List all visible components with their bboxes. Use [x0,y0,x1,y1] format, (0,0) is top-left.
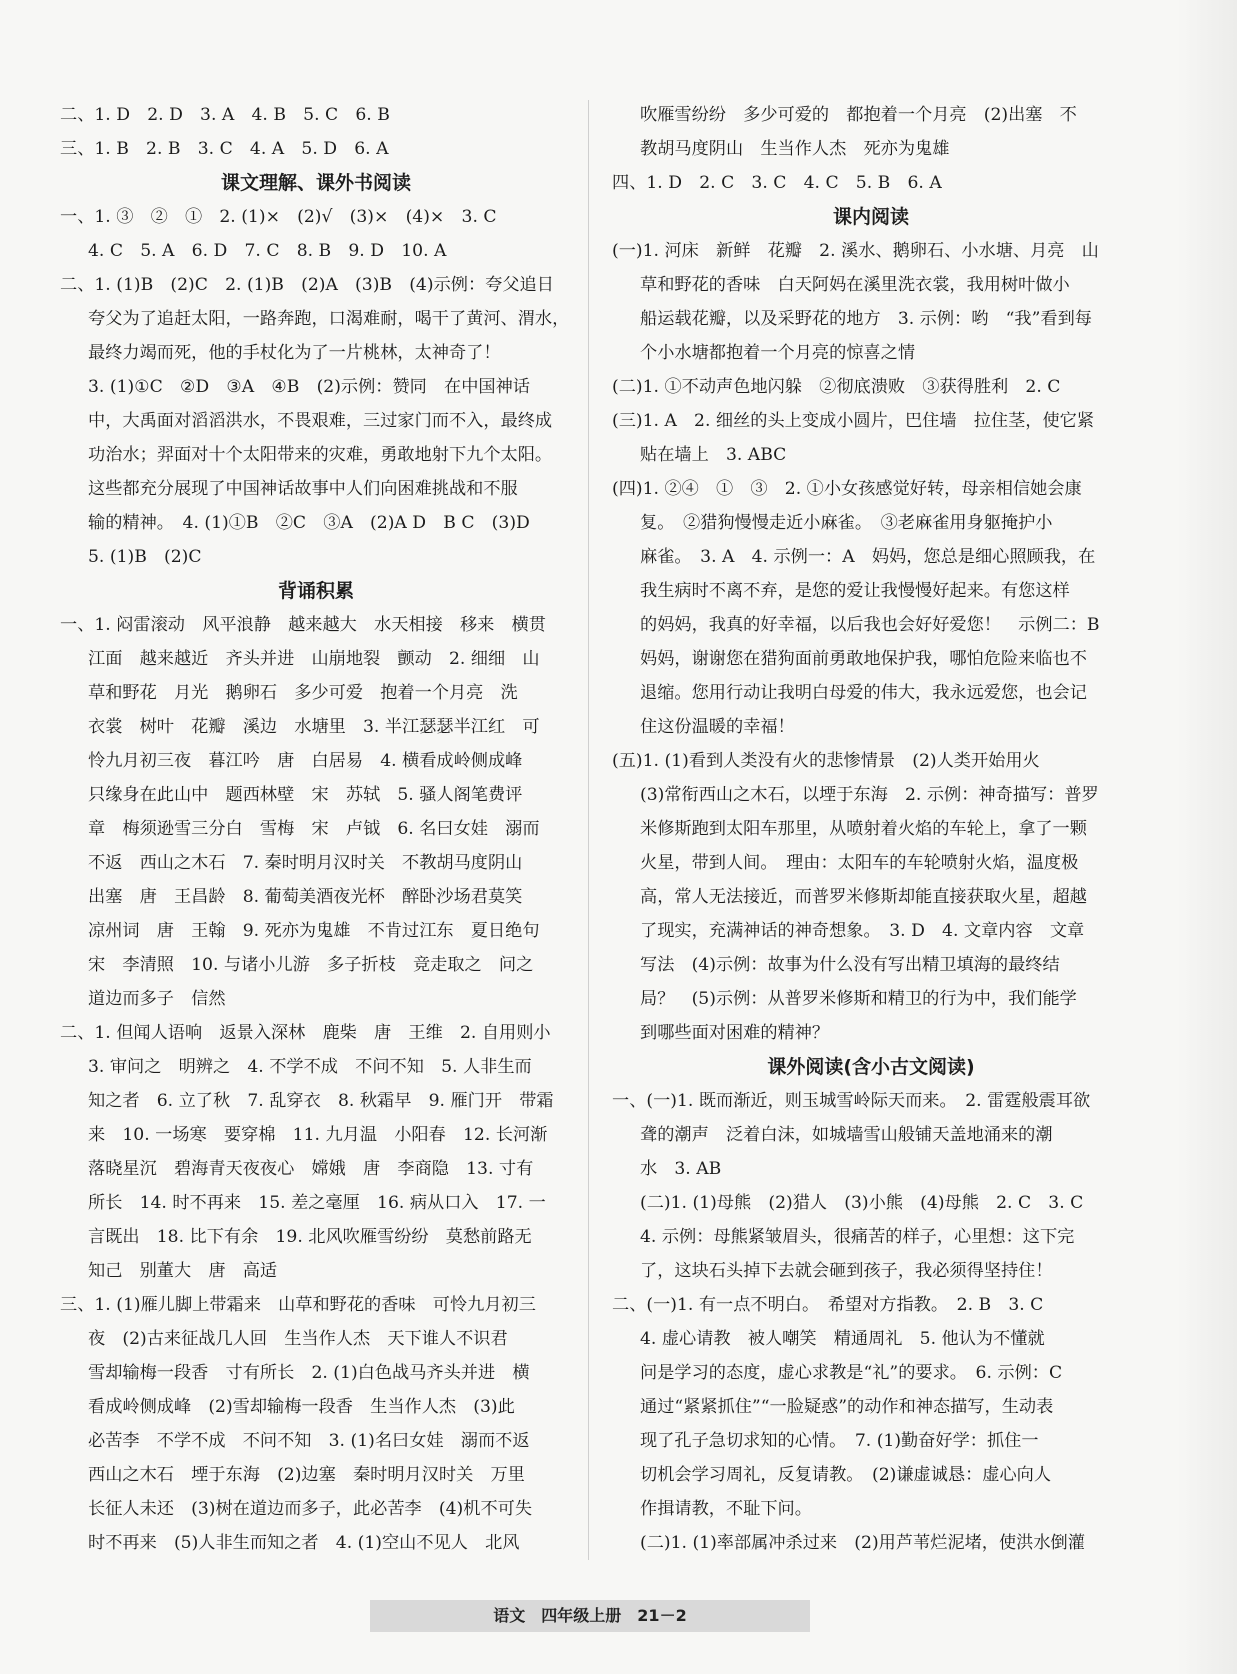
answer-line: (五)1. (1)看到人类没有火的悲惨情景 (2)人类开始用火 [612,751,1040,771]
column-divider [588,100,589,1560]
answer-line: 出塞 唐 王昌龄 8. 葡萄美酒夜光杯 醉卧沙场君莫笑 [88,887,523,907]
answer-line: 凉州词 唐 王翰 9. 死亦为鬼雄 不肯过江东 夏日绝句 [88,921,540,941]
answer-line: 问是学习的态度，虚心求教是“礼”的要求。 6. 示例：C [640,1363,1063,1383]
answer-line: 衣裳 树叶 花瓣 溪边 水塘里 3. 半江瑟瑟半江红 可 [88,717,540,737]
answer-line: 二、1. (1)B (2)C 2. (1)B (2)A (3)B (4)示例：夸父追日 [60,275,554,295]
answer-line: 到哪些面对困难的精神？ [640,1023,830,1043]
answer-line: 吹雁雪纷纷 多少可爱的 都抱着一个月亮 (2)出塞 不 [640,105,1077,125]
answer-line: 章 梅须逊雪三分白 雪梅 宋 卢钺 6. 名曰女娃 溺而 [88,819,540,839]
answer-line: (二)1. ①不动声色地闪躲 ②彻底溃败 ③获得胜利 2. C [612,377,1061,397]
answer-line: 雪却输梅一段香 寸有所长 2. (1)白色战马齐头并进 横 [88,1363,530,1383]
answer-line: 宋 李清照 10. 与诸小儿游 多子折枝 竞走取之 问之 [88,955,534,975]
answer-line: 一、1. ③ ② ① 2. (1)× (2)√ (3)× (4)× 3. C [60,207,497,227]
answer-line: (二)1. (1)母熊 (2)猎人 (3)小熊 (4)母熊 2. C 3. C [640,1193,1084,1213]
answer-line: 教胡马度阴山 生当作人杰 死亦为鬼雄 [640,139,950,159]
answer-line: 草和野花的香味 白天阿妈在溪里洗衣裳，我用树叶做小 [640,275,1070,295]
page-footer: 语文 四年级上册 21－2 [370,1600,810,1632]
answer-line: 了现实，充满神话的神奇想象。 3. D 4. 文章内容 文章 [640,921,1085,941]
answer-line: 不返 西山之木石 7. 秦时明月汉时关 不教胡马度阴山 [88,853,523,873]
answer-line: 输的精神。 4. (1)①B ②C ③A (2)A D B C (3)D [88,513,530,533]
answer-line: 二、1. 但闻人语响 返景入深林 鹿柴 唐 王维 2. 自用则小 [60,1023,551,1043]
answer-line: 4. 虚心请教 被人嘲笑 精通周礼 5. 他认为不懂就 [640,1329,1045,1349]
answer-line: 船运载花瓣，以及采野花的地方 3. 示例：哟 “我”看到每 [640,309,1092,329]
answer-line: 退缩。您用行动让我明白母爱的伟大，我永远爱您，也会记 [640,683,1087,703]
answer-line: 个小水塘都抱着一个月亮的惊喜之情 [640,343,916,363]
answer-line: (四)1. ②④ ① ③ 2. ①小女孩感觉好转，母亲相信她会康 [612,479,1082,499]
answer-line: 四、1. D 2. C 3. C 4. C 5. B 6. A [612,173,942,193]
answer-line: 3. (1)①C ②D ③A ④B (2)示例：赞同 在中国神话 [88,377,530,397]
section-heading: 课文理解、课外书阅读 [220,172,411,194]
answer-line: (二)1. (1)率部属冲杀过来 (2)用芦苇烂泥堵，使洪水倒灌 [640,1533,1085,1553]
answer-line: 道边而多子 信然 [88,989,226,1009]
answer-line: 西山之木石 堙于东海 (2)边塞 秦时明月汉时关 万里 [88,1465,525,1485]
right-column [612,98,1130,1560]
answer-line: 二、1. D 2. D 3. A 4. B 5. C 6. B [60,105,390,125]
answer-line: 米修斯跑到太阳车那里，从喷射着火焰的车轮上，拿了一颗 [640,819,1087,839]
answer-line: 妈妈，谢谢您在猎狗面前勇敢地保护我，哪怕危险来临也不 [640,649,1087,669]
answer-line: 知己 别董大 唐 高适 [88,1261,278,1281]
answer-line: 怜九月初三夜 暮江吟 唐 白居易 4. 横看成岭侧成峰 [88,751,523,771]
answer-line: 一、(一)1. 既而渐近，则玉城雪岭际天而来。 2. 雷霆般震耳欲 [612,1091,1091,1111]
answer-line: 切机会学习周礼，反复请教。 (2)谦虚诚恳：虚心向人 [640,1465,1052,1485]
answer-line: 最终力竭而死，他的手杖化为了一片桃林，太神奇了！ [88,343,501,363]
answer-line: 高，常人无法接近，而普罗米修斯却能直接获取火星，超越 [640,887,1087,907]
section-heading: 课内阅读 [832,206,909,228]
answer-line: 二、(一)1. 有一点不明白。 希望对方指教。 2. B 3. C [612,1295,1044,1315]
answer-line: 草和野花 月光 鹅卵石 多少可爱 抱着一个月亮 洗 [88,683,518,703]
answer-line: 麻雀。 3. A 4. 示例一：A 妈妈，您总是细心照顾我，在 [640,547,1096,567]
answer-line: (三)1. A 2. 细丝的头上变成小圆片，巴住墙 拉住茎，使它紧 [612,411,1095,431]
answer-line: 时不再来 (5)人非生而知之者 4. (1)空山不见人 北风 [88,1533,520,1553]
answer-line: 5. (1)B (2)C [88,547,202,567]
answer-line: 现了孔子急切求知的心情。 7. (1)勤奋好学：抓住一 [640,1431,1039,1451]
answer-line: 作揖请教，不耻下问。 [640,1499,812,1519]
answer-line: 火星，带到人间。 理由：太阳车的车轮喷射火焰，温度极 [640,853,1079,873]
answer-line: 住这份温暖的幸福！ [640,717,795,737]
answer-line: 复。 ②猎狗慢慢走近小麻雀。 ③老麻雀用身躯掩护小 [640,513,1053,533]
answer-line: 知之者 6. 立了秋 7. 乱穿衣 8. 秋霜早 9. 雁门开 带霜 [88,1091,554,1111]
answer-line: 言既出 18. 比下有余 19. 北风吹雁雪纷纷 莫愁前路无 [88,1227,532,1247]
answer-line: 局？ (5)示例：从普罗米修斯和精卫的行为中，我们能学 [640,989,1077,1009]
answer-line: 三、1. (1)雁儿脚上带霜来 山草和野花的香味 可怜九月初三 [60,1295,536,1315]
answer-line: 了，这块石头掉下去就会砸到孩子，我必须得坚持住！ [640,1261,1053,1281]
answer-line: 夸父为了追赶太阳，一路奔跑，口渴难耐，喝干了黄河、渭水， [88,309,570,329]
answer-line: 的妈妈，我真的好幸福，以后我也会好好爱您！ 示例二：B [640,615,1100,635]
answer-line: 这些都充分展现了中国神话故事中人们向困难挑战和不服 [88,479,518,499]
answer-line: 夜 (2)古来征战几人回 生当作人杰 天下谁人不识君 [88,1329,508,1349]
answer-line: 一、1. 闷雷滚动 风平浪静 越来越大 水天相接 移来 横贯 [60,615,546,635]
answer-line: 贴在墙上 3. ABC [640,445,787,465]
answer-line: 我生病时不离不弃，是您的爱让我慢慢好起来。有您这样 [640,581,1070,601]
answer-line: 4. C 5. A 6. D 7. C 8. B 9. D 10. A [88,241,447,261]
answer-line: 聋的潮声 泛着白沫，如城墙雪山般铺天盖地涌来的潮 [640,1125,1053,1145]
answer-line: 中，大禹面对滔滔洪水，不畏艰难，三过家门而不入，最终成 [88,411,553,431]
answer-line: 长征人未还 (3)树在道边而多子，此必苦李 (4)机不可失 [88,1499,533,1519]
answer-line: 江面 越来越近 齐头并进 山崩地裂 颤动 2. 细细 山 [88,649,540,669]
answer-line: 写法 (4)示例：故事为什么没有写出精卫填海的最终结 [640,955,1060,975]
section-heading: 课外阅读(含小古文阅读) [767,1056,975,1078]
answer-line: 落晓星沉 碧海青天夜夜心 嫦娥 唐 李商隐 13. 寸有 [88,1159,534,1179]
answer-line: 来 10. 一场寒 要穿棉 11. 九月温 小阳春 12. 长河渐 [88,1125,548,1145]
answer-line: 4. 示例：母熊紧皱眉头，很痛苦的样子，心里想：这下完 [640,1227,1075,1247]
answer-line: 看成岭侧成峰 (2)雪却输梅一段香 生当作人杰 (3)此 [88,1397,515,1417]
answer-line: 只缘身在此山中 题西林壁 宋 苏轼 5. 骚人阁笔费评 [88,785,523,805]
answer-line: 3. 审问之 明辨之 4. 不学不成 不问不知 5. 人非生而 [88,1057,532,1077]
answer-line: 功治水；羿面对十个太阳带来的灾难，勇敢地射下九个太阳。 [88,445,553,465]
answer-line: (一)1. 河床 新鲜 花瓣 2. 溪水、鹅卵石、小水塘、月亮 山 [612,241,1099,261]
page-edge-shadow [1177,0,1237,1674]
answer-line: (3)常衔西山之木石，以堙于东海 2. 示例：神奇描写：普罗 [640,785,1099,805]
answer-line: 所长 14. 时不再来 15. 差之毫厘 16. 病从口入 17. 一 [88,1193,546,1213]
left-column [60,98,572,1560]
section-heading: 背诵积累 [277,580,354,602]
answer-line: 三、1. B 2. B 3. C 4. A 5. D 6. A [60,139,389,159]
answer-line: 通过“紧紧抓住”“一脸疑惑”的动作和神态描写，生动表 [640,1397,1054,1417]
answer-line: 水 3. AB [640,1159,722,1179]
answer-line: 必苦李 不学不成 不问不知 3. (1)名曰女娃 溺而不返 [88,1431,530,1451]
